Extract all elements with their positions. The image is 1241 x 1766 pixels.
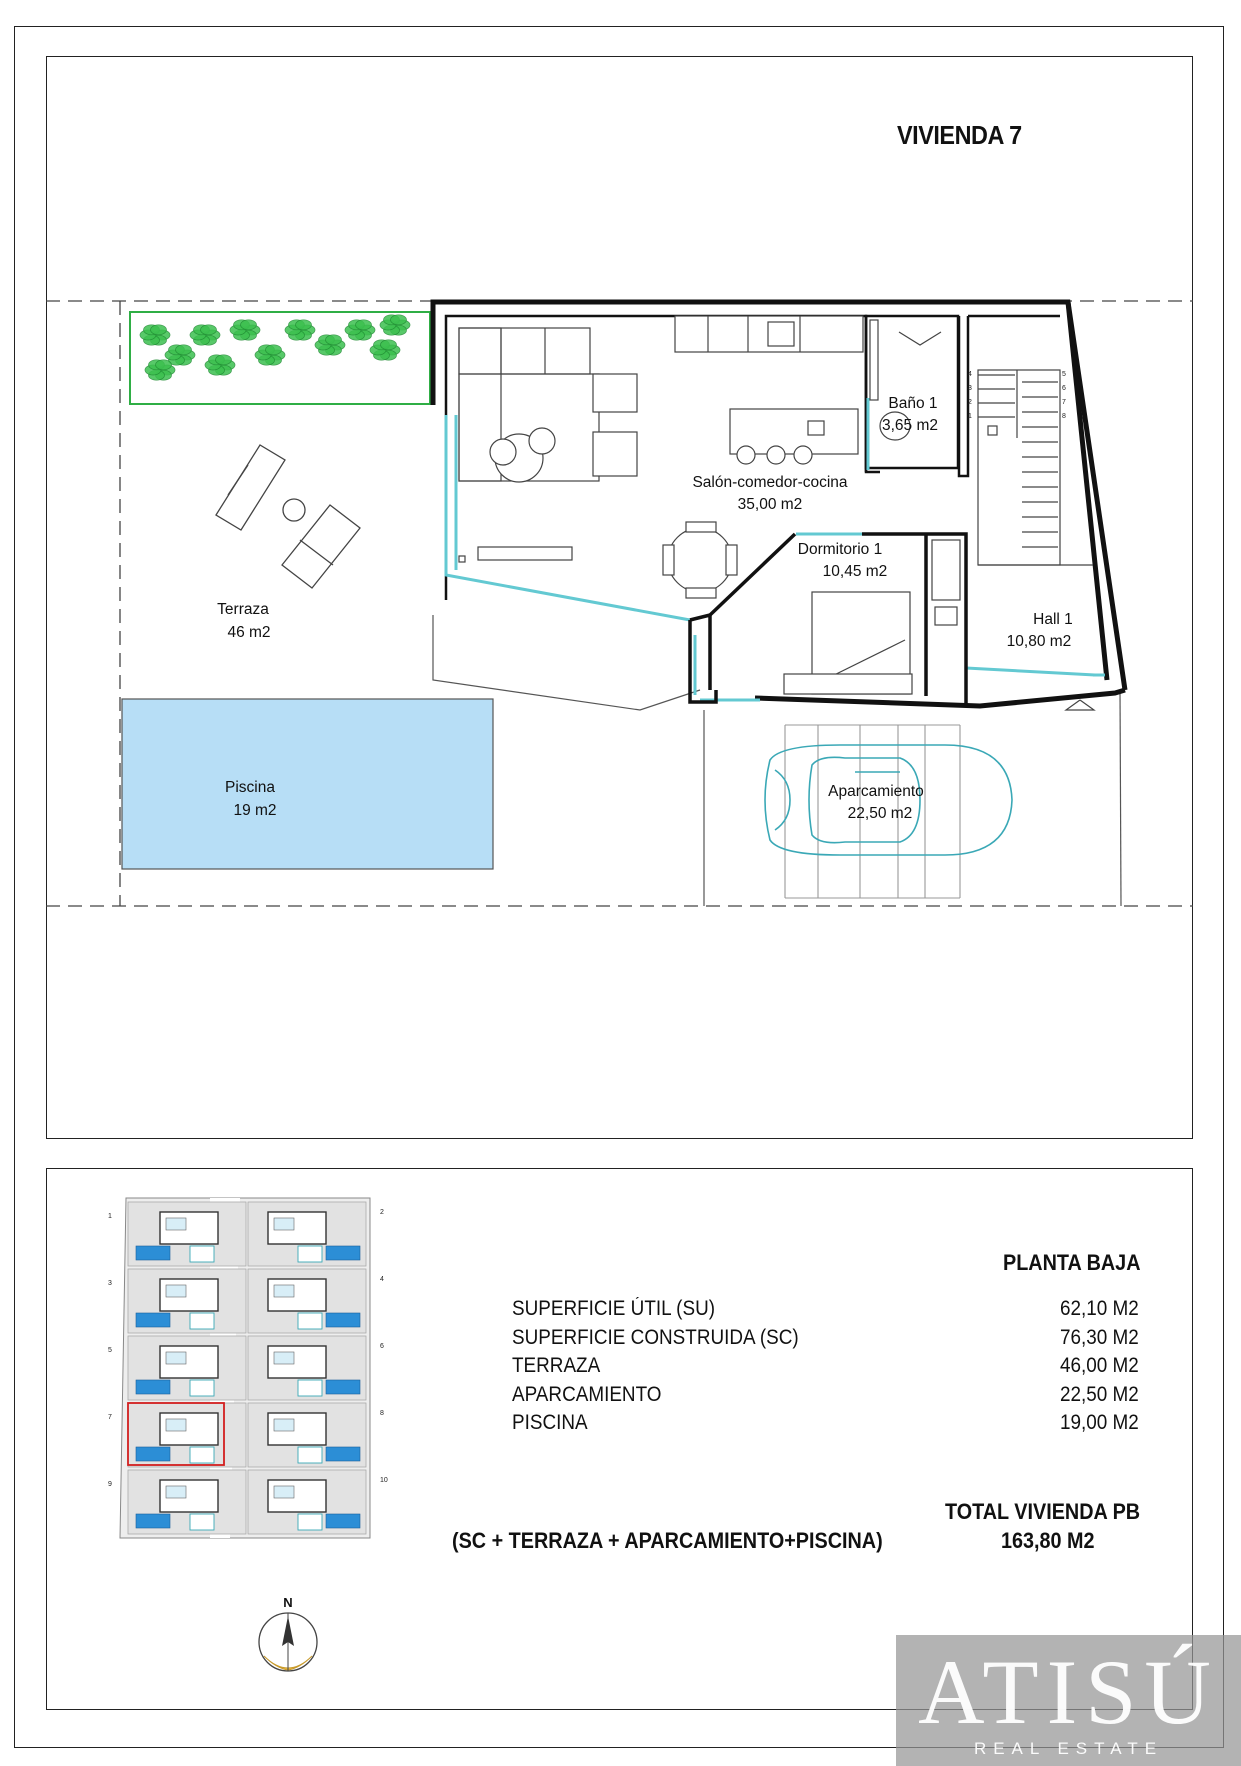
site-unit-8 [248,1403,366,1467]
summary-row-label: TERRAZA [512,1354,601,1377]
stair-step-number: 4 [968,371,972,378]
stair-step-number: 7 [1062,399,1066,406]
site-unit-7 [128,1403,246,1467]
stair-step-number: 2 [968,399,972,406]
room-area-dormitorio: 10,45 m2 [822,563,888,580]
summary-row-value: 22,50 M2 [1060,1382,1139,1406]
summary-row-label: APARCAMIENTO [512,1382,662,1406]
total-label: TOTAL VIVIENDA PB [945,1499,1141,1524]
site-unit-4 [248,1269,366,1333]
site-unit-9 [128,1470,246,1534]
compass-icon [250,1592,330,1682]
site-plan [90,1188,410,1578]
site-unit-1 [128,1202,246,1266]
room-name-bano: Baño 1 [888,395,938,412]
summary-row-value: 62,10 M2 [1060,1297,1139,1320]
site-unit-number: 4 [380,1276,384,1283]
site-unit-number: 1 [108,1213,112,1220]
room-area-bano: 3,65 m2 [881,417,939,434]
stair-step-number: 5 [1062,371,1066,378]
site-unit-number: 6 [380,1343,384,1350]
room-name-terraza: Terraza [217,601,269,618]
stair-step-number: 6 [1062,385,1066,392]
site-unit-6 [248,1336,366,1400]
site-unit-2 [248,1202,366,1266]
site-unit-3 [128,1269,246,1333]
site-unit-10 [248,1470,366,1534]
plan-title: VIVIENDA 7 [897,120,1022,150]
garden-planter [130,312,430,404]
room-area-terraza: 46 m2 [227,624,271,641]
stair-step-number: 3 [968,385,972,392]
summary-row-label: SUPERFICIE CONSTRUIDA (SC) [512,1325,799,1349]
room-name-hall: Hall 1 [1033,611,1073,628]
summary-heading: PLANTA BAJA [1003,1250,1141,1275]
room-name-salon: Salón-comedor-cocina [692,474,848,491]
site-unit-number: 2 [380,1209,384,1216]
stair-step-number: 1 [968,413,972,420]
site-unit-5 [128,1336,246,1400]
summary-row-label: PISCINA [512,1411,588,1434]
total-formula: (SC + TERRAZA + APARCAMIENTO+PISCINA) [452,1528,883,1553]
room-name-aparcamiento: Aparcamiento [828,783,924,800]
total-value: 163,80 M2 [1001,1528,1095,1553]
site-unit-number: 10 [380,1477,388,1484]
pool [122,699,493,869]
stair-step-number: 8 [1062,413,1066,420]
brand-logo: ATISÚ [918,1641,1219,1743]
summary-row-value: 76,30 M2 [1060,1325,1139,1349]
site-unit-number: 8 [380,1410,384,1417]
summary-row-value: 46,00 M2 [1060,1354,1139,1377]
room-name-piscina: Piscina [225,779,275,796]
site-unit-number: 5 [108,1347,112,1354]
room-area-piscina: 19 m2 [233,802,277,819]
site-unit-number: 9 [108,1481,112,1488]
summary-row-value: 19,00 M2 [1060,1411,1139,1434]
site-unit-number: 3 [108,1280,112,1287]
room-area-aparcamiento: 22,50 m2 [847,805,913,822]
compass-label: N [283,1595,293,1610]
brand-tagline: REAL ESTATE [973,1739,1164,1758]
room-area-salon: 35,00 m2 [737,496,803,513]
stairs [978,370,1094,710]
site-unit-number: 7 [108,1414,112,1421]
room-name-dormitorio: Dormitorio 1 [797,541,883,558]
room-area-hall: 10,80 m2 [1006,633,1072,650]
sun-loungers [216,445,360,588]
summary-row-label: SUPERFICIE ÚTIL (SU) [512,1297,716,1320]
brand-watermark [896,1635,1241,1766]
